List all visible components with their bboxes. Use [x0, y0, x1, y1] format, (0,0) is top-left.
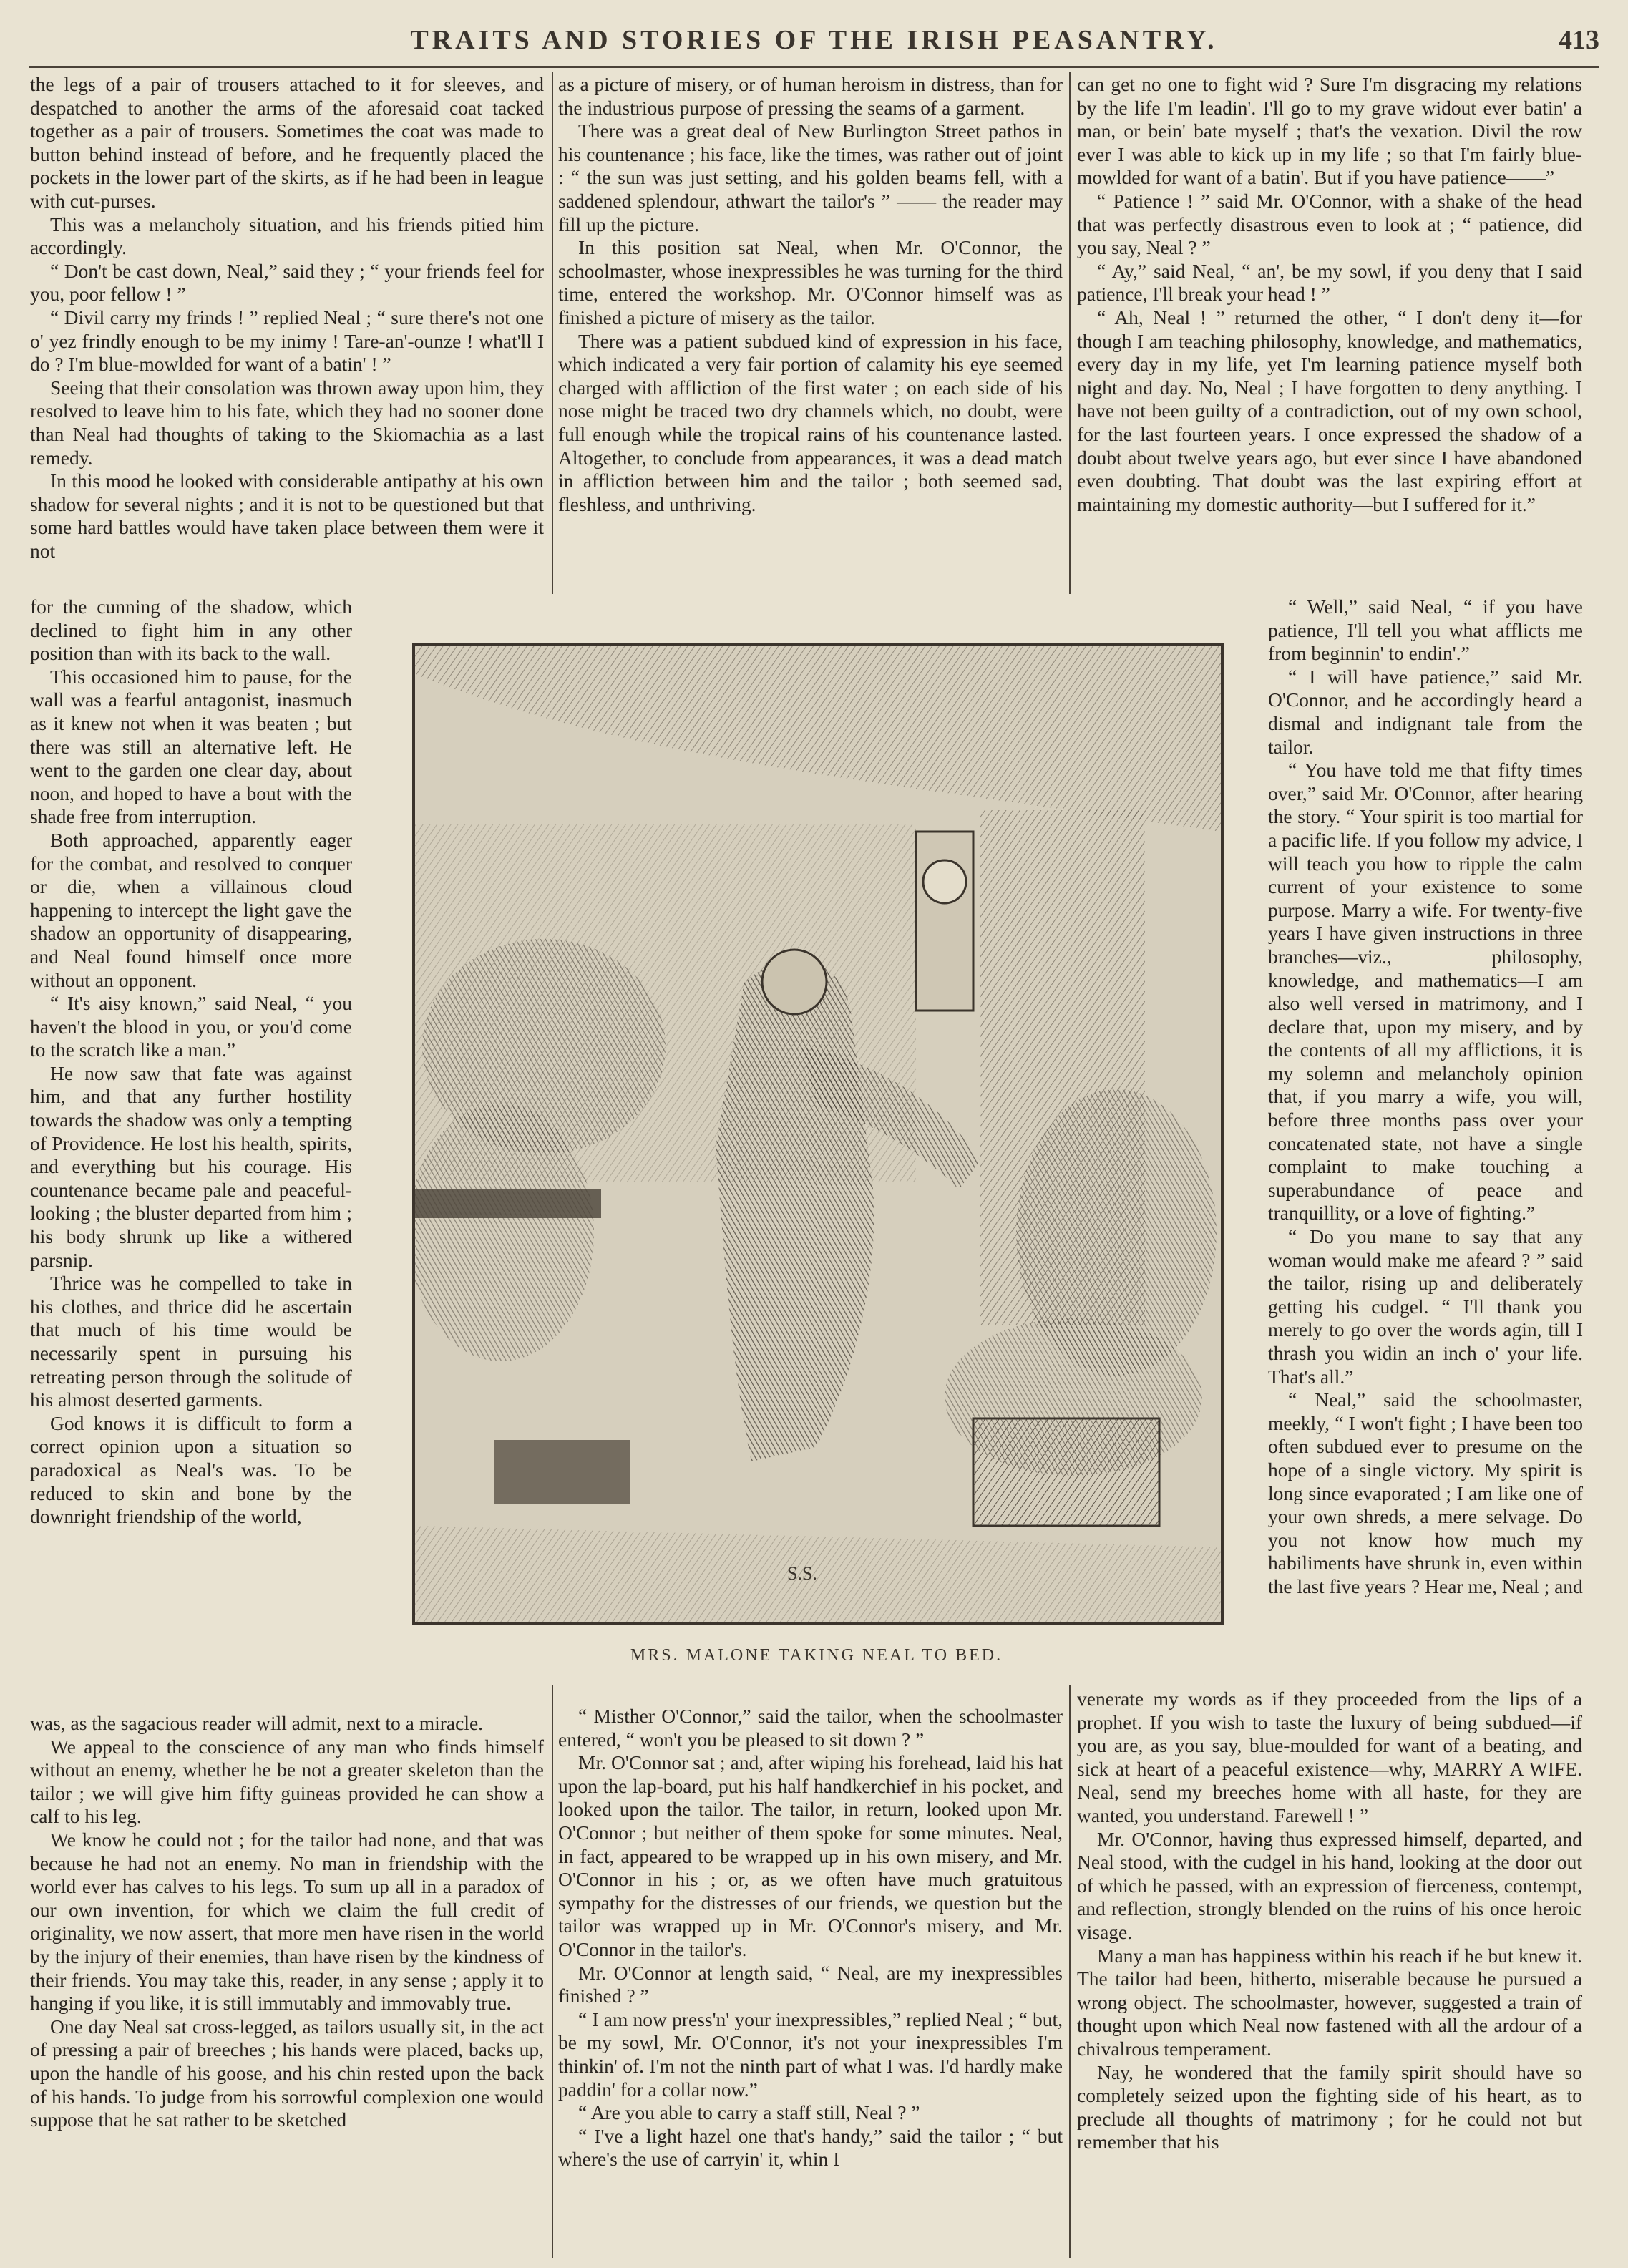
- paragraph: We know he could not ; for the tailor had none, and that was because he had not an enemy. No man in friendship with the world ever has calves to his legs. To sum up all in a paradox of our own invention, for which we claim the full credit of originality, we now assert, that more men have risen in the world by the injury of their enemies, than have risen by the kindness of their friends. You may take this, reader, in any sense ; apply it to hanging if you like, it is still immutably and immovably true.: [30, 1828, 544, 2015]
- header-rule: [29, 66, 1599, 68]
- paragraph: We appeal to the conscience of any man who finds himself without an enemy, whether he be not a greater skeleton than the tailor ; we will give him fifty guineas provided he can show a calf to his leg.: [30, 1735, 544, 1828]
- paragraph: He now saw that fate was against him, and that any further hostility towards the shadow was only a tempting of Providence. He lost his health, spirits, and everything but his courage. His countenance became pale and peaceful-looking ; the bluster departed from him ; his body shrunk up like a withered parsnip.: [30, 1061, 352, 1271]
- column-rule-left-top: [552, 72, 553, 594]
- paragraph: “ I am now press'n' your inexpressibles,” replied Neal ; “ but, be my sowl, Mr. O'Connor, it's not your inexpressibles I'm thinkin' of. I'm not the ninth part of what I was. I'd hardly make paddin' for a collar now.”: [558, 2007, 1063, 2101]
- engraving-drawing: [415, 646, 1221, 1622]
- paragraph: “ Are you able to carry a staff still, Neal ? ”: [578, 2101, 920, 2124]
- paragraph: the legs of a pair of trousers attached to it for sleeves, and despatched to another the arms of the aforesaid coat tacked together as a pair of trousers. Sometimes the coat was made to button behind instead of before, and he frequently placed the pockets in the lower part of the skirts, as if he had been in league with cut-purses.: [30, 73, 544, 212]
- paragraph: Seeing that their consolation was thrown away upon him, they resolved to leave him to his fate, which they had no sooner done than Neal had thoughts of taking to the Skiomachia as a last remedy.: [30, 376, 544, 469]
- paragraph: “ Patience ! ” said Mr. O'Connor, with a shake of the head that was perfectly disastrous even to look at ; “ patience, did you say, Neal ? ”: [1077, 189, 1582, 259]
- paragraph: One day Neal sat cross-legged, as tailors usually sit, in the act of pressing a pair of breeches ; his hands were placed, backs up, upon the handle of his goose, and his chin rested upon the back of his hands. To judge from his sorrowful complexion one would suppose that he sat rather to be sketched: [30, 2015, 544, 2131]
- chest-shape: [973, 1418, 1159, 1526]
- paragraph: “ Don't be cast down, Neal,” said they ; “ your friends feel for you, poor fellow ! ”: [30, 259, 544, 306]
- paragraph: This occasioned him to pause, for the wall was a fearful antagonist, inasmuch as it knew not when it was beaten ; but there was still an alternative left. He went to the garden one clear day, about noon, and hoped to have a bout with the shade free from interruption.: [30, 665, 352, 828]
- illustration-caption: MRS. MALONE TAKING NEAL TO BED.: [630, 1646, 1003, 1665]
- table-shape: [415, 1189, 601, 1218]
- paragraph: venerate my words as if they proceeded from the lips of a prophet. If you wish to taste the luxury of being subdued—if you are, as you say, blue-moulded for want of a beating, and sick at heart of a peaceful existence—why, MARRY A WIFE. Neal, send my breeches home with all haste, for they are wanted, you understand. Farewell ! ”: [1077, 1688, 1582, 1826]
- paragraph: as a picture of misery, or of human heroism in distress, than for the industrious purpose of pressing the seams of a garment.: [558, 73, 1063, 119]
- paragraph: Both approached, apparently eager for the combat, and resolved to conquer or die, when a villainous cloud happening to intercept the light gave the shadow an opportunity of disappearing, and Neal found himself once more without an opponent.: [30, 828, 352, 991]
- paragraph: God knows it is difficult to form a correct opinion upon a situation so paradoxical as Neal's was. To be reduced to skin and bone by the downright friendship of the world,: [30, 1411, 352, 1528]
- paragraph: “ Ay,” said Neal, “ an', be my sowl, if you deny that I said patience, I'll break your head ! ”: [1077, 259, 1582, 306]
- paragraph: Mr. O'Connor, having thus expressed himself, departed, and Neal stood, with the cudgel in his hand, looking at the door out of which he passed, with an expression of fierceness, contempt, and reflection, strongly blended on the ruins of his once heroic visage.: [1077, 1827, 1582, 1943]
- clock-shape: [916, 832, 973, 1011]
- column-2-bottom: [558, 1705, 1063, 2171]
- stool-shape: [494, 1440, 630, 1504]
- paragraph: was, as the sagacious reader will admit, next to a miracle.: [30, 1712, 484, 1734]
- crowd-left-lower: [415, 1104, 594, 1361]
- paragraph: for the cunning of the shadow, which declined to fight him in any other position than with its back to the wall.: [30, 595, 352, 665]
- column-rule-right-top: [1069, 72, 1071, 594]
- engraver-signature: S.S.: [787, 1563, 817, 1584]
- paragraph: Nay, he wondered that the family spirit should have so completely seized upon the fighting side of his heart, as to preclude all thoughts of matrimony ; for he could not but remember that his: [1077, 2060, 1582, 2153]
- paragraph: Thrice was he compelled to take in his clothes, and thrice did he ascertain that much of his time would be necessarily spent in pursuing his retreating person through the solitude of his almost deserted garments.: [30, 1272, 352, 1411]
- paragraph: There was a great deal of New Burlington Street pathos in his countenance ; his face, like the times, was rather out of joint : “ the sun was just setting, and his golden beams fell, with a saddened splendour, athwart the tailor's ” —— the reader may fill up the picture.: [558, 120, 1063, 235]
- column-3-bottom: [1077, 1688, 1582, 2154]
- column-rule-left-bottom: [552, 1685, 553, 2258]
- clock-face: [923, 860, 966, 903]
- page-number: 413: [1559, 25, 1599, 55]
- column-rule-right-bottom: [1069, 1685, 1071, 2258]
- paragraph: can get no one to fight wid ? Sure I'm disgracing my relations by the life I'm leadin'. I'll go to my grave widout ever batin' a man, or bein' bate myself ; that's the vexation. Divil the row ever I was able to kick up in my life ; so that I'm fairly blue-mowlded for want of a batin'. But if you have patience——”: [1077, 73, 1582, 189]
- column-1-top: [30, 73, 544, 563]
- paragraph: This was a melancholy situation, and his friends pitied him accordingly.: [30, 213, 544, 259]
- paragraph: “ You have told me that fifty times over,” said Mr. O'Connor, after hearing the story. “ Your spirit is too martial for a pacific life. If you follow my advice, I will teach you how to ripple the calm current of your existence to some purpose. Marry a wife. For twenty-five years I have given instructions in three branches—viz., philosophy, knowledge, and mathematics—I am also well versed in matrimony, and I declare that, upon my misery, and by the contents of all my afflictions, it is my solemn and melancholy opinion that, if you marry a wife, you will, before three months pass over your concatenated state, not have a single complaint to make touching a superabundance of peace and tranquillity, or a love of fighting.”: [1268, 759, 1583, 1225]
- paragraph: “ Neal,” said the schoolmaster, meekly, “ I won't fight ; I have been too often subdued ever to presume on the hope of a single victory. My spirit is long since evaporated ; I am like one of your own shreds, a mere selvage. Do you not know how much my habiliments have shrunk in, even within the last five years ? Hear me, Neal ; and: [1268, 1388, 1583, 1597]
- page-header: [29, 20, 1599, 63]
- paragraph: “ Do you mane to say that any woman would make me afeard ? ” said the tailor, rising up and deliberately getting his cudgel. “ I'll thank you merely to go over the words agin, till I thrash you widin an inch o' your life. That's all.”: [1268, 1225, 1583, 1388]
- paragraph: Many a man has happiness within his reach if he but knew it. The tailor had been, hitherto, miserable because he pursued a wrong object. The schoolmaster, however, suggested a train of thought upon which Neal now fastened with all the ardour of a chivalrous temperament.: [1077, 1944, 1582, 2060]
- paragraph: “ Well,” said Neal, “ if you have patience, I'll tell you what afflicts me from beginnin' to endin'.”: [1268, 595, 1583, 665]
- paragraph: “ It's aisy known,” said Neal, “ you haven't the blood in you, or you'd come to the scratch like a man.”: [30, 992, 352, 1061]
- paragraph: “ I've a light hazel one that's handy,” said the tailor ; “ but where's the use of carryin' it, whin I: [558, 2124, 1063, 2171]
- paragraph: “ Misther O'Connor,” said the tailor, when the schoolmaster entered, “ won't you be pleased to sit down ? ”: [558, 1705, 1063, 1751]
- running-title: TRAITS AND STORIES OF THE IRISH PEASANTRY.: [410, 25, 1218, 55]
- engraving-illustration: [412, 643, 1224, 1625]
- paragraph: There was a patient subdued kind of expression in his face, which indicated a very fair portion of calamity his eye seemed charged with affliction of the first water ; on each side of his nose might be traced two dry channels which, no doubt, were full enough while the tropical rains of his countenance lasted. Altogether, to conclude from appearances, it was a dead match in affliction between him and the tailor ; both seemed sad, fleshless, and unthriving.: [558, 329, 1063, 515]
- column-3-narrow: [1268, 595, 1583, 1599]
- paragraph: “ I will have patience,” said Mr. O'Connor, and he accordingly heard a dismal and indignant tale from the tailor.: [1268, 665, 1583, 758]
- paragraph: Mr. O'Connor at length said, “ Neal, are my inexpressibles finished ? ”: [558, 1961, 1063, 2007]
- column-3-top: [1077, 73, 1582, 516]
- paragraph: In this mood he looked with considerable antipathy at his own shadow for several nights ; and it is not to be questioned but that some hard battles would have taken place between them were it not: [30, 469, 544, 562]
- column-1-narrow: [30, 595, 352, 1529]
- paragraph: Mr. O'Connor sat ; and, after wiping his forehead, laid his hat upon the lap-board, put his half handkerchief in his pocket, and looked upon the tailor. The tailor, in return, looked upon Mr. O'Connor ; but neither of them spoke for some minutes. Neal, in fact, appeared to be wrapped up in his own misery, and Mr. O'Connor in his ; or, as we often have much gratuitous sympathy for the distresses of our friends, we question but the tailor was wrapped up in Mr. O'Connor's misery, and Mr. O'Connor in the tailor's.: [558, 1751, 1063, 1960]
- column-2-top: [558, 73, 1063, 516]
- central-figure-head: [762, 950, 827, 1014]
- paragraph: “ Ah, Neal ! ” returned the other, “ I don't deny it—for though I am teaching philosophy, knowledge, and mathematics, every day in my life, yet I'm learning patience myself both night and day. No, Neal ; I have forgotten to deny anything. I have not been guilty of a contradiction, out of my own school, for the last fourteen years. I once expressed the shadow of a doubt about twelve years ago, but ever since I have abandoned even doubting. That doubt was the last expiring effort at maintaining my domestic authority—but I suffered for it.”: [1077, 306, 1582, 515]
- paragraph: “ Divil carry my frinds ! ” replied Neal ; “ sure there's not one o' yez frindly enough to be my inimy ! Tare-an'-ounze ! what'll I do ? I'm blue-mowlded for want of a batin' ! ”: [30, 306, 544, 376]
- paragraph: In this position sat Neal, when Mr. O'Connor, the schoolmaster, whose inexpressibles he was turning for the third time, entered the workshop. Mr. O'Connor himself was as finished a picture of misery as the tailor.: [558, 236, 1063, 328]
- column-1-bottom: [30, 1712, 544, 2132]
